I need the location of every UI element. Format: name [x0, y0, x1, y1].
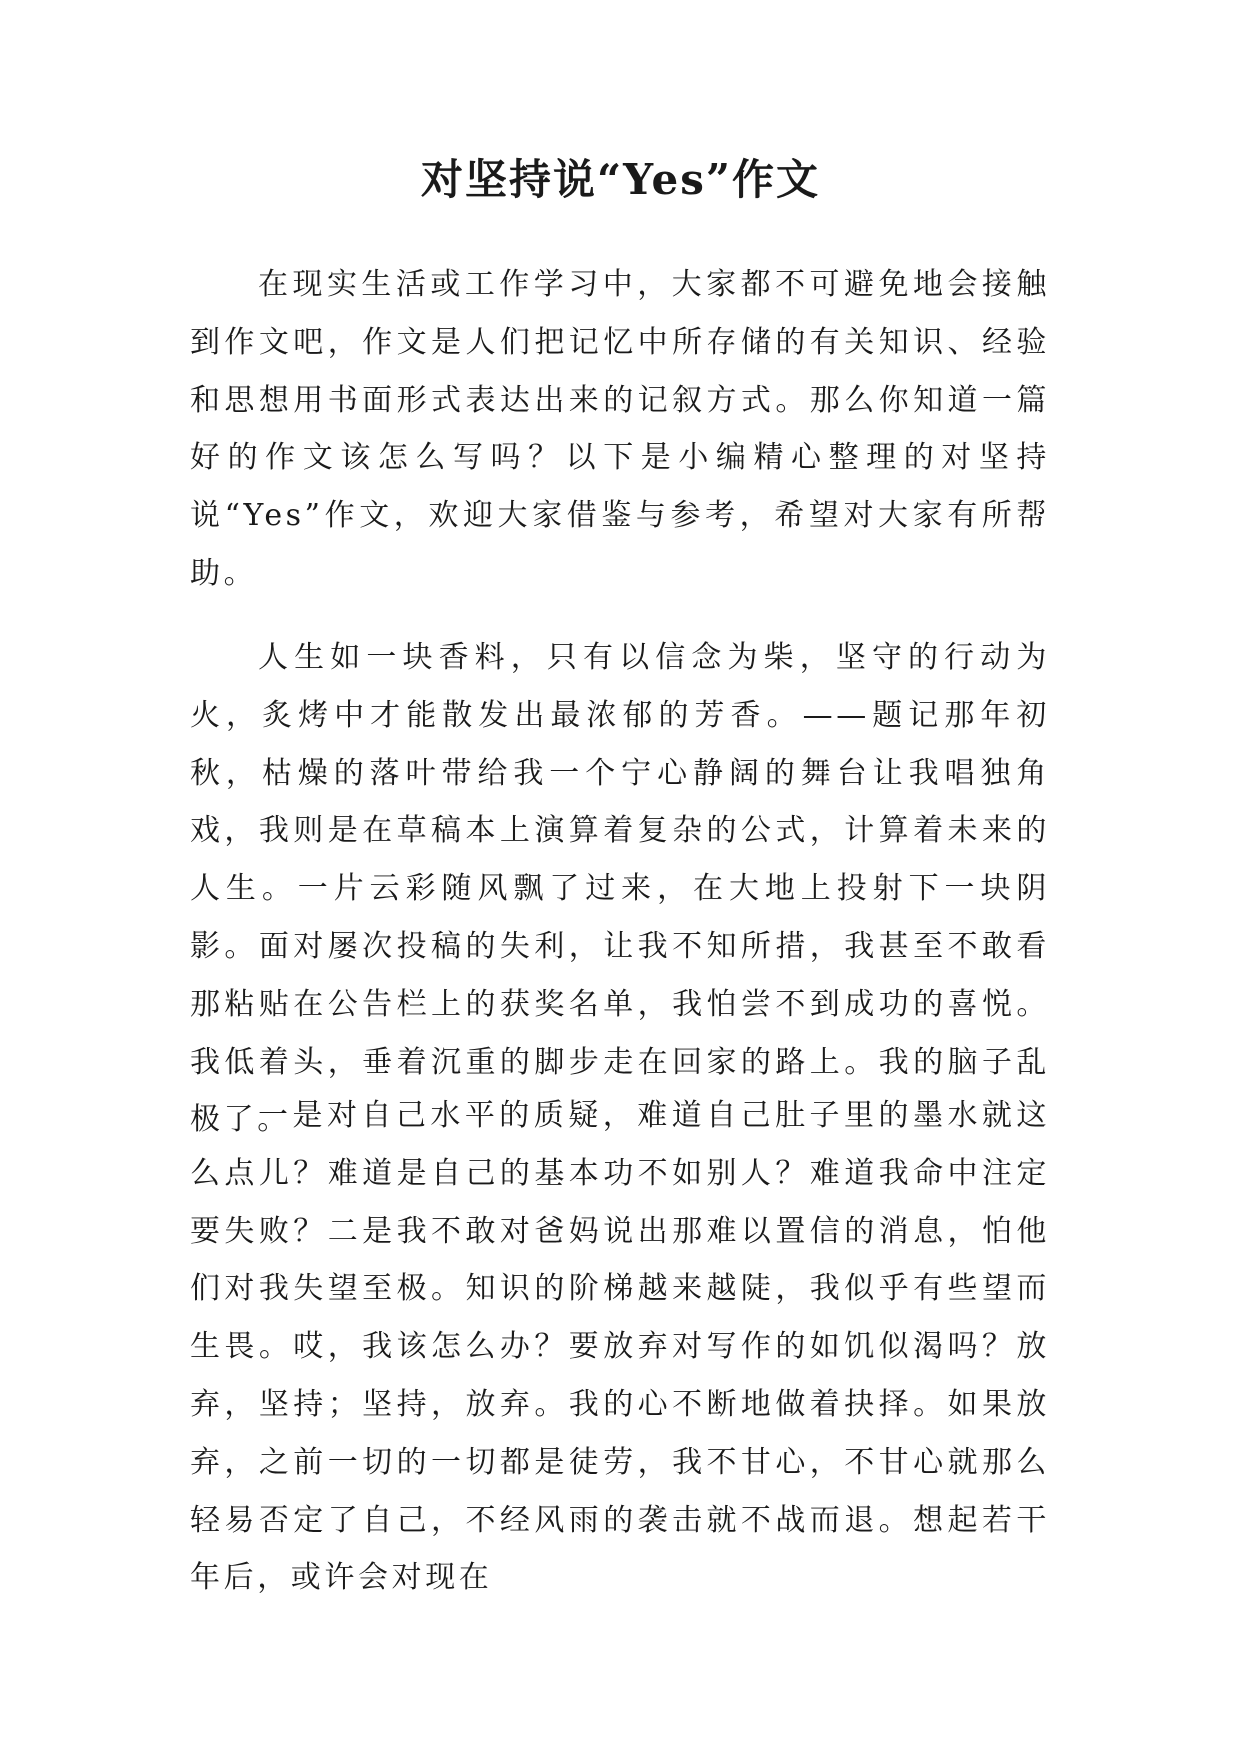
paragraph-intro: 在现实生活或工作学习中，大家都不可避免地会接触到作文吧，作文是人们把记忆中所存储的有关知识、经验和思想用书面形式表达出来的记叙方式。那么你知道一篇好的作文该怎么写吗？以下是小编精心整理的对坚持说“Yes”作文，欢迎大家借鉴与参考，希望对大家有所帮助。 — [190, 267, 1050, 591]
paragraph-body-1: 人生如一块香料，只有以信念为柴，坚守的行动为火，炙烤中才能散发出最浓郁的芳香。——题记那年初秋，枯燥的落叶带给我一个宁心静阔的舞台让我唱独角戏，我则是在草稿本上演算着复杂的公式，计算着未来的人生。一片云彩随风飘了过来，在大地上投射下一块阴影。面对屡次投稿的失利，让我不知所措，我甚至不敢看那粘贴在公告栏上的获奖名单，我怕尝不到成功的喜悦。我低着头，垂着沉重的脚步走在回家的路上。我的脑子乱极了。 — [190, 640, 1050, 1138]
paragraph-body-2: 一是对自己水平的质疑，难道自己肚子里的墨水就这么点儿？难道是自己的基本功不如别人？难道我命中注定要失败？二是我不敢对爸妈说出那难以置信的消息，怕他们对我失望至极。知识的阶梯越来越陡，我似乎有些望而生畏。哎，我该怎么办？要放弃对写作的如饥似渴吗？放弃，坚持；坚持，放弃。我的心不断地做着抉择。如果放弃，之前一切的一切都是徒劳，我不甘心，不甘心就那么轻易否定了自己，不经风雨的袭击就不战而退。想起若干年后，或许会对现在 — [190, 1098, 1050, 1596]
document-title: 对坚持说“Yes”作文 — [420, 155, 821, 204]
